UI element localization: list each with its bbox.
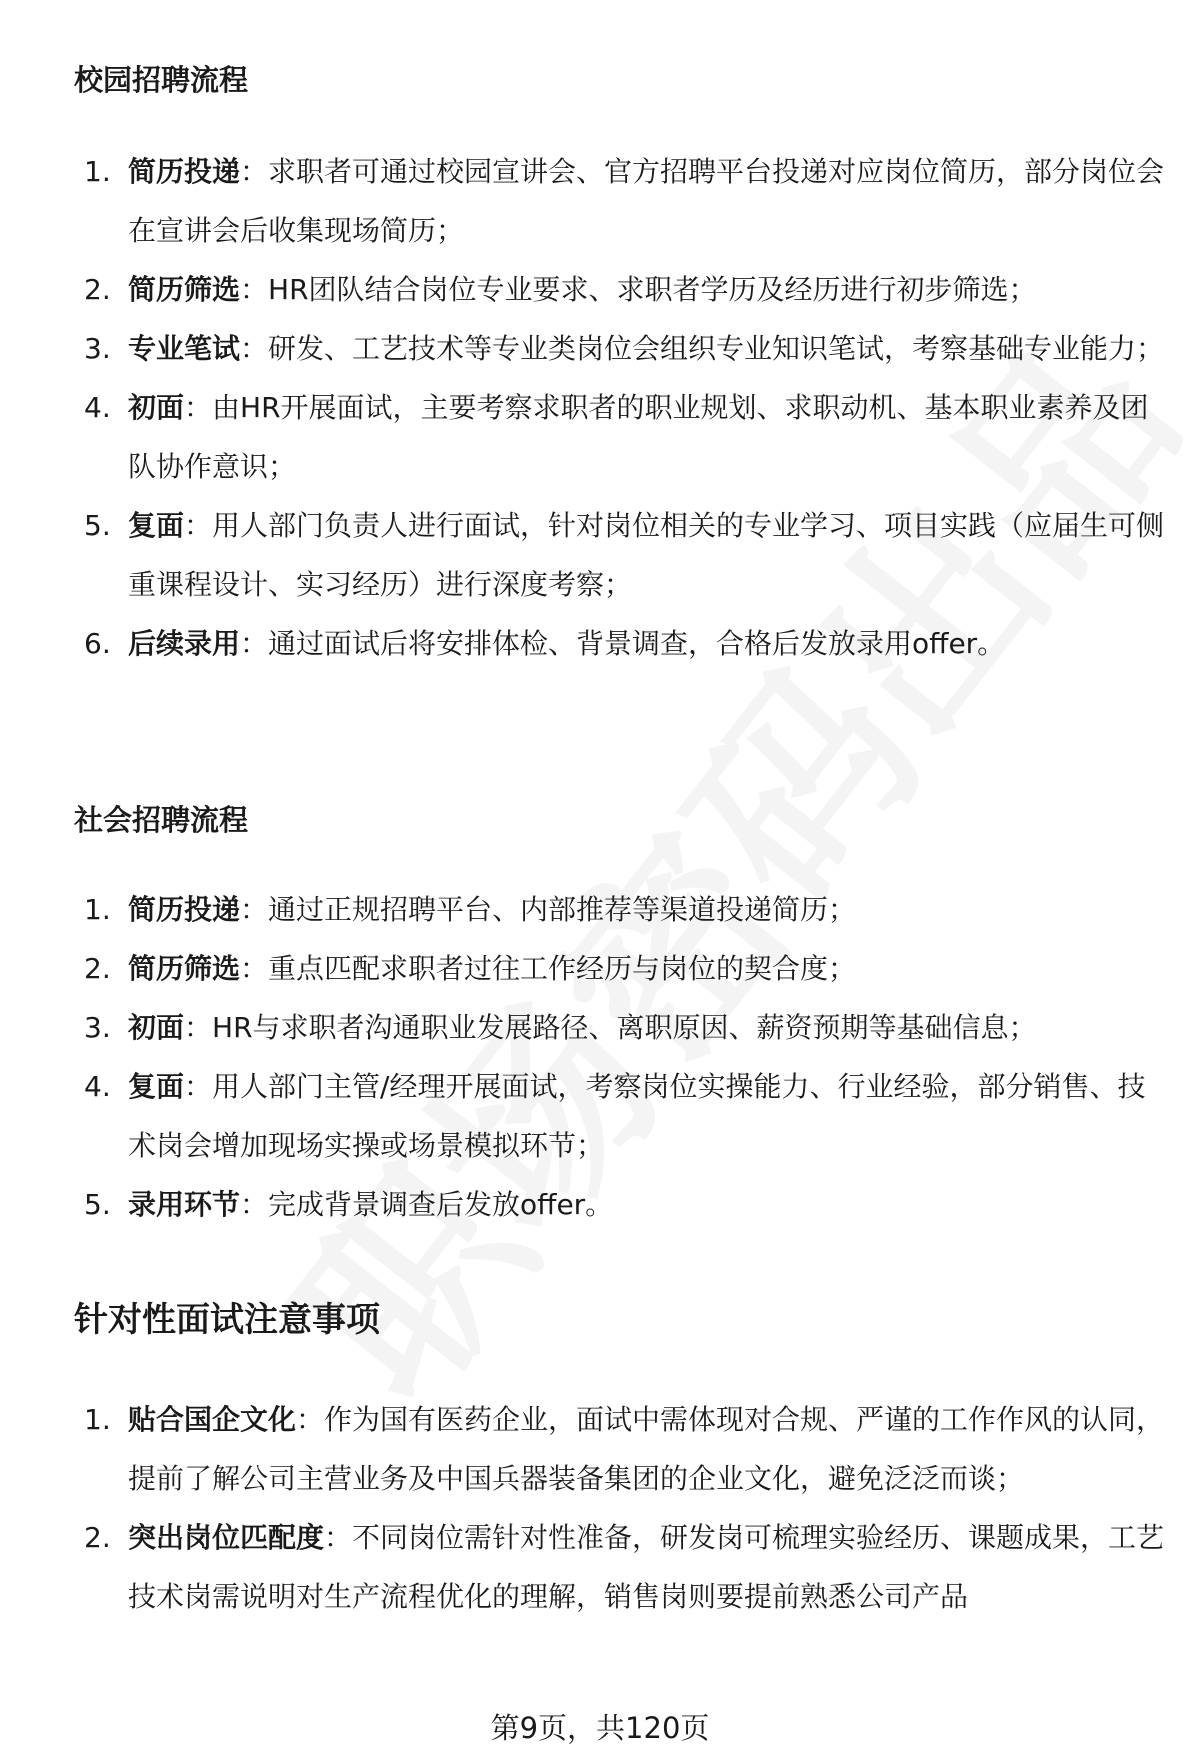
- item-term: 简历投递: [128, 893, 241, 926]
- item-term: 简历筛选: [128, 273, 241, 306]
- item-term: 贴合国企文化: [128, 1403, 297, 1436]
- item-term: 录用环节: [128, 1188, 241, 1221]
- item-term: 初面: [128, 1011, 185, 1044]
- list-item: [0, 142, 1200, 260]
- item-term: 初面: [128, 391, 185, 424]
- item-term: 复面: [128, 509, 185, 542]
- list-item: [0, 1508, 1200, 1626]
- campus-steps-list: [0, 142, 1200, 673]
- item-term: 后续录用: [128, 627, 241, 660]
- item-text: ：研发、工艺技术等专业类岗位会组织专业知识笔试，考察基础专业能力；: [240, 332, 1165, 365]
- item-number: 6.: [84, 627, 111, 660]
- list-item: [0, 496, 1200, 614]
- item-text: ：用人部门主管/经理开展面试，考察岗位实操能力、行业经验，部分销售、技术岗会增加现场实操或场景模拟环节；: [128, 1070, 1146, 1162]
- item-text: ：通过面试后将安排体检、背景调查，合格后发放录用offer。: [240, 627, 1006, 660]
- item-number: 1.: [84, 155, 111, 188]
- campus-section-title: 校园招聘流程: [74, 63, 249, 97]
- item-text: ：HR与求职者沟通职业发展路径、离职原因、薪资预期等基础信息；: [184, 1011, 1037, 1044]
- item-term: 简历投递: [128, 155, 241, 188]
- item-term: 复面: [128, 1070, 185, 1103]
- item-text: ：由HR开展面试，主要考察求职者的职业规划、求职动机、基本职业素养及团队协作意识；: [128, 391, 1149, 483]
- item-number: 3.: [84, 332, 111, 365]
- item-number: 2.: [84, 273, 111, 306]
- item-number: 2.: [84, 952, 111, 985]
- item-number: 3.: [84, 1011, 111, 1044]
- list-item: [0, 1057, 1200, 1175]
- item-number: 2.: [84, 1521, 111, 1554]
- item-number: 1.: [84, 1403, 111, 1436]
- item-text: ：不同岗位需针对性准备，研发岗可梳理实验经历、课题成果，工艺技术岗需说明对生产流程优化的理解，销售岗则要提前熟悉公司产品: [128, 1521, 1165, 1613]
- item-number: 4.: [84, 391, 111, 424]
- item-text: ：用人部门负责人进行面试，针对岗位相关的专业学习、项目实践（应届生可侧重课程设计、实习经历）进行深度考察；: [128, 509, 1165, 601]
- item-text: ：通过正规招聘平台、内部推荐等渠道投递简历；: [240, 893, 857, 926]
- item-text: ：重点匹配求职者过往工作经历与岗位的契合度；: [240, 952, 857, 985]
- item-number: 5.: [84, 1188, 111, 1221]
- tips-section-title: 针对性面试注意事项: [74, 1300, 380, 1340]
- item-text: ：作为国有医药企业，面试中需体现对合规、严谨的工作作风的认同，提前了解公司主营业务及中国兵器装备集团的企业文化，避免泛泛而谈；: [128, 1403, 1165, 1495]
- list-item: [0, 939, 1200, 998]
- list-item: [0, 614, 1200, 673]
- item-number: 1.: [84, 893, 111, 926]
- item-term: 突出岗位匹配度: [128, 1521, 325, 1554]
- item-text: ：完成背景调查后发放offer。: [240, 1188, 614, 1221]
- list-item: [0, 880, 1200, 939]
- list-item: [0, 378, 1200, 496]
- social-section-title: 社会招聘流程: [74, 803, 249, 837]
- item-term: 简历筛选: [128, 952, 241, 985]
- page-number-footer: 第9页，共120页: [490, 1711, 710, 1745]
- list-item: [0, 1175, 1200, 1234]
- item-text: ：求职者可通过校园宣讲会、官方招聘平台投递对应岗位简历，部分岗位会在宣讲会后收集现场简历；: [128, 155, 1165, 247]
- list-item: [0, 260, 1200, 319]
- tips-steps-list: [0, 1390, 1200, 1626]
- social-steps-list: [0, 880, 1200, 1234]
- item-text: ：HR团队结合岗位专业要求、求职者学历及经历进行初步筛选；: [240, 273, 1037, 306]
- item-number: 5.: [84, 509, 111, 542]
- item-number: 4.: [84, 1070, 111, 1103]
- list-item: [0, 319, 1200, 378]
- item-term: 专业笔试: [128, 332, 241, 365]
- list-item: [0, 998, 1200, 1057]
- list-item: [0, 1390, 1200, 1508]
